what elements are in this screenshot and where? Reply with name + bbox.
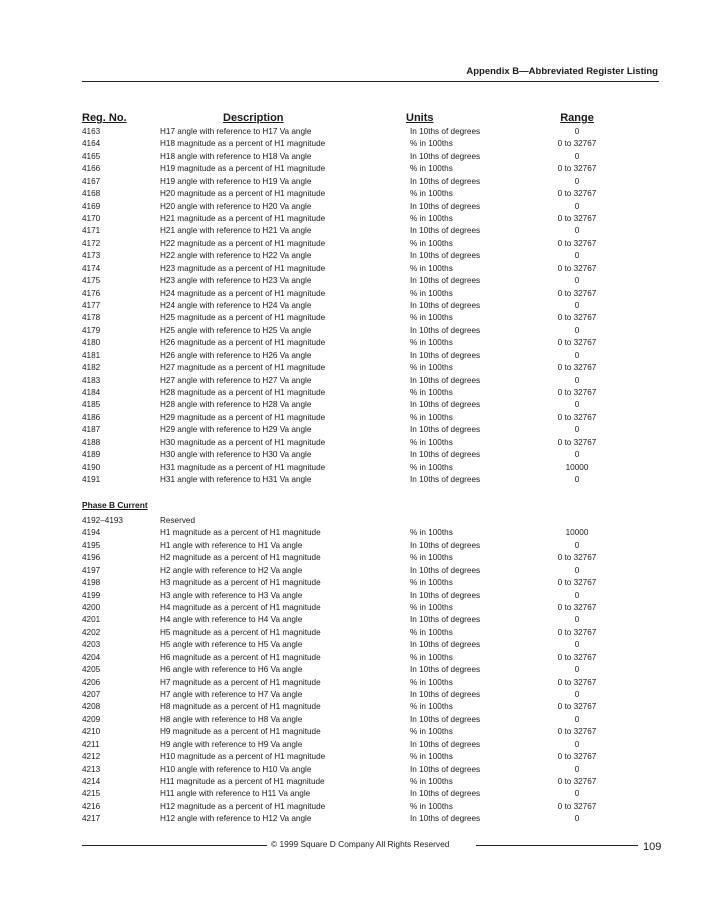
cell-range: 0 to 32767 [557, 553, 597, 563]
cell-range: 0 to 32767 [557, 288, 597, 298]
cell-range: 0 to 32767 [557, 627, 597, 637]
cell-units: In 10ths of degrees [410, 739, 481, 749]
cell-reg-no: 4204 [82, 652, 101, 662]
cell-units: In 10ths of degrees [410, 375, 481, 385]
cell-description: H27 angle with reference to H27 Va angle [160, 375, 312, 385]
cell-units: In 10ths of degrees [410, 565, 481, 575]
cell-description: H11 magnitude as a percent of H1 magnitude [160, 777, 325, 787]
cell-description: H12 angle with reference to H12 Va angle [160, 814, 312, 824]
cell-reg-no: 4212 [82, 752, 101, 762]
cell-description: H22 magnitude as a percent of H1 magnitude [160, 238, 326, 248]
cell-reg-no: 4207 [82, 690, 101, 700]
table-row [82, 312, 659, 324]
cell-description: H12 magnitude as a percent of H1 magnitude [160, 801, 326, 811]
cell-reg-no: 4195 [82, 540, 101, 550]
cell-range: 0 [574, 789, 580, 799]
cell-units: % in 100ths [410, 578, 453, 588]
table-row [82, 664, 659, 676]
cell-description: H20 angle with reference to H20 Va angle [160, 201, 312, 211]
cell-reg-no: 4166 [82, 164, 101, 174]
cell-reg-no: 4206 [82, 677, 101, 687]
cell-units: % in 100ths [410, 313, 453, 323]
footer-rule-left [82, 845, 267, 846]
table-row [82, 602, 659, 614]
table-row [82, 225, 659, 237]
table-row [82, 138, 659, 150]
cell-reg-no: 4182 [82, 363, 101, 373]
cell-range: 0 to 32767 [557, 363, 597, 373]
cell-description: H28 magnitude as a percent of H1 magnitude [160, 388, 326, 398]
cell-description: H29 magnitude as a percent of H1 magnitude [160, 412, 326, 422]
cell-units: % in 100ths [410, 189, 453, 199]
cell-units: % in 100ths [410, 727, 453, 737]
cell-description: H9 magnitude as a percent of H1 magnitude [160, 727, 321, 737]
cell-range: 0 to 32767 [557, 164, 597, 174]
table-row [82, 639, 659, 651]
cell-units: % in 100ths [410, 288, 453, 298]
cell-range: 0 [574, 764, 580, 774]
cell-description: H7 magnitude as a percent of H1 magnitude [160, 677, 321, 687]
cell-range: 0 [574, 226, 580, 236]
cell-description: H31 magnitude as a percent of H1 magnitude [160, 462, 326, 472]
cell-units: In 10ths of degrees [410, 325, 481, 335]
cell-reg-no: 4202 [82, 627, 101, 637]
page-number: 109 [643, 841, 662, 853]
table-row [82, 677, 659, 689]
table-row [82, 801, 659, 813]
cell-range: 0 [574, 425, 580, 435]
cell-description: H4 magnitude as a percent of H1 magnitude [160, 603, 321, 612]
cell-reg-no: 4170 [82, 214, 101, 223]
cell-reg-no: 4192–4193 [82, 516, 123, 525]
table-row [82, 275, 659, 287]
cell-range: 0 [574, 640, 580, 650]
cell-range: 0 to 32767 [557, 752, 597, 762]
footer-copyright: © 1999 Square D Company All Rights Reserved [271, 839, 450, 849]
cell-reg-no: 4201 [82, 615, 101, 625]
cell-units: % in 100ths [410, 752, 453, 762]
cell-units: In 10ths of degrees [410, 251, 481, 261]
cell-reg-no: 4215 [82, 789, 101, 799]
table-row [82, 726, 659, 738]
table-row [82, 590, 659, 602]
table-row [82, 577, 659, 589]
cell-units: In 10ths of degrees [410, 590, 481, 600]
cell-range: 10000 [565, 528, 589, 538]
table-row [82, 751, 659, 763]
footer-rule-right [476, 845, 638, 846]
table-row [82, 163, 659, 175]
cell-description: H5 angle with reference to H5 Va angle [160, 640, 303, 650]
cell-range: 0 [574, 201, 580, 211]
cell-description: H21 magnitude as a percent of H1 magnitude [160, 214, 326, 223]
cell-range: 0 [574, 690, 580, 700]
table-row [82, 399, 659, 411]
table-row [82, 788, 659, 800]
column-headers: Reg. No. Description Units Range [82, 112, 594, 124]
cell-description: Reserved [160, 516, 196, 525]
cell-range: 0 [574, 615, 580, 625]
cell-units: % in 100ths [410, 412, 453, 422]
table-row [82, 776, 659, 788]
cell-units: % in 100ths [410, 801, 453, 811]
cell-units: In 10ths of degrees [410, 127, 481, 136]
cell-range: 0 to 32767 [557, 603, 597, 612]
cell-units: In 10ths of degrees [410, 615, 481, 625]
cell-units: In 10ths of degrees [410, 665, 481, 675]
cell-range: 0 to 32767 [557, 727, 597, 737]
cell-description: H26 angle with reference to H26 Va angle [160, 350, 312, 360]
cell-units: In 10ths of degrees [410, 714, 481, 724]
cell-units: % in 100ths [410, 603, 453, 612]
cell-units: In 10ths of degrees [410, 425, 481, 435]
cell-units: % in 100ths [410, 338, 453, 348]
table-row [82, 739, 659, 751]
table-row [82, 714, 659, 726]
cell-units: In 10ths of degrees [410, 814, 481, 824]
cell-units: % in 100ths [410, 677, 453, 687]
table-row [82, 213, 659, 225]
cell-reg-no: 4180 [82, 338, 101, 348]
cell-range: 0 to 32767 [557, 677, 597, 687]
table-row [82, 540, 659, 552]
cell-range: 0 [574, 127, 580, 136]
table-row [82, 350, 659, 362]
cell-description: H23 magnitude as a percent of H1 magnitude [160, 263, 326, 273]
cell-reg-no: 4169 [82, 201, 101, 211]
cell-range: 0 to 32767 [557, 214, 597, 223]
table-row [82, 813, 659, 825]
cell-units: In 10ths of degrees [410, 301, 481, 311]
table-row [82, 126, 659, 138]
cell-range: 0 to 32767 [557, 139, 597, 149]
cell-units: In 10ths of degrees [410, 764, 481, 774]
section-title-phase-b-current: Phase B Current [82, 500, 148, 510]
table-row [82, 689, 659, 701]
table-row [82, 565, 659, 577]
cell-reg-no: 4187 [82, 425, 101, 435]
cell-description: H19 magnitude as a percent of H1 magnitude [160, 164, 326, 174]
cell-reg-no: 4165 [82, 151, 101, 161]
cell-description: H4 angle with reference to H4 Va angle [160, 615, 303, 625]
table-row [82, 627, 659, 639]
cell-range: 0 [574, 475, 580, 485]
cell-range: 0 [574, 739, 580, 749]
table-row [82, 375, 659, 387]
cell-range: 0 to 32767 [557, 412, 597, 422]
cell-reg-no: 4179 [82, 325, 101, 335]
column-header-units: Units [406, 112, 434, 124]
cell-reg-no: 4200 [82, 603, 101, 612]
table-row [82, 701, 659, 713]
cell-range: 0 [574, 301, 580, 311]
cell-units: % in 100ths [410, 139, 453, 149]
cell-range: 0 to 32767 [557, 338, 597, 348]
cell-reg-no: 4194 [82, 528, 101, 538]
cell-description: H30 angle with reference to H30 Va angle [160, 450, 312, 460]
cell-reg-no: 4177 [82, 301, 101, 311]
cell-description: H8 angle with reference to H8 Va angle [160, 714, 303, 724]
cell-description: H24 magnitude as a percent of H1 magnitude [160, 288, 326, 298]
cell-description: H29 angle with reference to H29 Va angle [160, 425, 312, 435]
cell-reg-no: 4164 [82, 139, 101, 149]
cell-description: H6 magnitude as a percent of H1 magnitude [160, 652, 321, 662]
cell-units: In 10ths of degrees [410, 540, 481, 550]
cell-range: 0 to 32767 [557, 388, 597, 398]
cell-range: 10000 [565, 462, 589, 472]
cell-description: H3 angle with reference to H3 Va angle [160, 590, 303, 600]
table-row [82, 515, 659, 527]
cell-description: H2 angle with reference to H2 Va angle [160, 565, 303, 575]
cell-description: H22 angle with reference to H22 Va angle [160, 251, 312, 261]
cell-reg-no: 4188 [82, 437, 101, 447]
cell-description: H1 magnitude as a percent of H1 magnitude [160, 528, 321, 538]
cell-units: In 10ths of degrees [410, 151, 481, 161]
cell-description: H11 angle with reference to H11 Va angle [160, 789, 311, 799]
cell-reg-no: 4196 [82, 553, 101, 563]
cell-reg-no: 4181 [82, 350, 101, 360]
cell-range: 0 to 32767 [557, 578, 597, 588]
cell-reg-no: 4168 [82, 189, 101, 199]
cell-reg-no: 4199 [82, 590, 101, 600]
cell-reg-no: 4191 [82, 475, 101, 485]
cell-units: In 10ths of degrees [410, 276, 481, 286]
table-row [82, 462, 659, 474]
table-row [82, 614, 659, 626]
column-header-description: Description [223, 112, 284, 124]
table-row [82, 449, 659, 461]
cell-reg-no: 4178 [82, 313, 101, 323]
cell-units: In 10ths of degrees [410, 176, 481, 186]
cell-reg-no: 4167 [82, 176, 101, 186]
cell-reg-no: 4163 [82, 127, 101, 136]
cell-range: 0 [574, 251, 580, 261]
column-header-reg-no: Reg. No. [82, 112, 127, 124]
cell-units: % in 100ths [410, 777, 453, 787]
cell-reg-no: 4197 [82, 565, 101, 575]
cell-units: In 10ths of degrees [410, 640, 481, 650]
cell-units: % in 100ths [410, 164, 453, 174]
cell-reg-no: 4184 [82, 388, 101, 398]
cell-description: H23 angle with reference to H23 Va angle [160, 276, 312, 286]
cell-units: In 10ths of degrees [410, 226, 481, 236]
cell-reg-no: 4174 [82, 263, 101, 273]
cell-units: In 10ths of degrees [410, 400, 481, 410]
cell-description: H18 angle with reference to H18 Va angle [160, 151, 312, 161]
table-row [82, 176, 659, 188]
table-row [82, 238, 659, 250]
cell-reg-no: 4203 [82, 640, 101, 650]
cell-units: % in 100ths [410, 214, 453, 223]
cell-range: 0 [574, 565, 580, 575]
table-row [82, 151, 659, 163]
cell-units: In 10ths of degrees [410, 450, 481, 460]
table-row [82, 552, 659, 564]
cell-description: H31 angle with reference to H31 Va angle [160, 475, 312, 485]
cell-reg-no: 4175 [82, 276, 101, 286]
cell-description: H17 angle with reference to H17 Va angle [160, 127, 312, 136]
cell-range: 0 [574, 814, 580, 824]
cell-units: % in 100ths [410, 238, 453, 248]
cell-range: 0 [574, 540, 580, 550]
cell-range: 0 to 32767 [557, 801, 597, 811]
cell-range: 0 to 32767 [557, 652, 597, 662]
cell-reg-no: 4186 [82, 412, 101, 422]
cell-range: 0 to 32767 [557, 313, 597, 323]
cell-range: 0 to 32767 [557, 263, 597, 273]
cell-reg-no: 4208 [82, 702, 101, 712]
cell-reg-no: 4214 [82, 777, 101, 787]
cell-description: H30 magnitude as a percent of H1 magnitude [160, 437, 326, 447]
cell-reg-no: 4198 [82, 578, 101, 588]
header-rule [82, 81, 659, 82]
cell-range: 0 [574, 714, 580, 724]
table-row [82, 300, 659, 312]
table-row [82, 362, 659, 374]
cell-description: H18 magnitude as a percent of H1 magnitude [160, 139, 326, 149]
cell-description: H1 angle with reference to H1 Va angle [160, 540, 303, 550]
cell-description: H10 angle with reference to H10 Va angle [160, 764, 312, 774]
cell-reg-no: 4210 [82, 727, 101, 737]
table-row [82, 474, 659, 486]
table-row [82, 424, 659, 436]
page-header-title: Appendix B—Abbreviated Register Listing [466, 66, 658, 77]
cell-description: H25 angle with reference to H25 Va angle [160, 325, 312, 335]
cell-reg-no: 4189 [82, 450, 101, 460]
cell-units: In 10ths of degrees [410, 690, 481, 700]
cell-reg-no: 4176 [82, 288, 101, 298]
cell-reg-no: 4205 [82, 665, 101, 675]
cell-units: % in 100ths [410, 263, 453, 273]
cell-description: H28 angle with reference to H28 Va angle [160, 400, 312, 410]
cell-description: H24 angle with reference to H24 Va angle [160, 301, 312, 311]
cell-units: % in 100ths [410, 363, 453, 373]
table-row [82, 652, 659, 664]
table-row [82, 764, 659, 776]
cell-description: H25 magnitude as a percent of H1 magnitude [160, 313, 326, 323]
cell-reg-no: 4172 [82, 238, 101, 248]
cell-range: 0 [574, 450, 580, 460]
cell-reg-no: 4183 [82, 375, 101, 385]
cell-description: H19 angle with reference to H19 Va angle [160, 176, 312, 186]
table-row [82, 325, 659, 337]
cell-units: % in 100ths [410, 462, 453, 472]
table-row [82, 263, 659, 275]
table-row [82, 188, 659, 200]
cell-range: 0 to 32767 [557, 238, 597, 248]
cell-reg-no: 4173 [82, 251, 101, 261]
cell-range: 0 [574, 151, 580, 161]
cell-description: H6 angle with reference to H6 Va angle [160, 665, 303, 675]
table-row [82, 337, 659, 349]
table-row [82, 288, 659, 300]
cell-description: H8 magnitude as a percent of H1 magnitude [160, 702, 321, 712]
cell-units: % in 100ths [410, 388, 453, 398]
cell-reg-no: 4216 [82, 801, 101, 811]
cell-units: In 10ths of degrees [410, 201, 481, 211]
cell-range: 0 to 32767 [557, 702, 597, 712]
cell-reg-no: 4190 [82, 462, 101, 472]
cell-description: H26 magnitude as a percent of H1 magnitude [160, 338, 326, 348]
cell-range: 0 to 32767 [557, 437, 597, 447]
cell-units: % in 100ths [410, 627, 453, 637]
cell-description: H10 magnitude as a percent of H1 magnitude [160, 752, 326, 762]
cell-reg-no: 4211 [82, 739, 100, 749]
cell-range: 0 to 32767 [557, 777, 597, 787]
cell-range: 0 [574, 400, 580, 410]
cell-units: In 10ths of degrees [410, 475, 481, 485]
cell-description: H20 magnitude as a percent of H1 magnitude [160, 189, 326, 199]
cell-range: 0 [574, 350, 580, 360]
cell-units: % in 100ths [410, 702, 453, 712]
cell-units: % in 100ths [410, 437, 453, 447]
cell-description: H2 magnitude as a percent of H1 magnitude [160, 553, 321, 563]
cell-description: H9 angle with reference to H9 Va angle [160, 739, 303, 749]
cell-reg-no: 4217 [82, 814, 101, 824]
cell-description: H27 magnitude as a percent of H1 magnitude [160, 363, 326, 373]
cell-range: 0 [574, 325, 580, 335]
cell-units: % in 100ths [410, 652, 453, 662]
cell-units: % in 100ths [410, 528, 453, 538]
table-row [82, 437, 659, 449]
table-row [82, 387, 659, 399]
cell-reg-no: 4209 [82, 714, 101, 724]
cell-units: % in 100ths [410, 553, 453, 563]
cell-range: 0 [574, 176, 580, 186]
cell-range: 0 [574, 590, 580, 600]
cell-range: 0 [574, 665, 580, 675]
table-row [82, 412, 659, 424]
cell-description: H7 angle with reference to H7 Va angle [160, 690, 303, 700]
cell-units: In 10ths of degrees [410, 789, 481, 799]
cell-reg-no: 4213 [82, 764, 101, 774]
table-row [82, 201, 659, 213]
table-row [82, 527, 659, 539]
cell-reg-no: 4171 [82, 226, 101, 236]
cell-description: H3 magnitude as a percent of H1 magnitude [160, 578, 321, 588]
table-row [82, 250, 659, 262]
cell-reg-no: 4185 [82, 400, 101, 410]
cell-range: 0 to 32767 [557, 189, 597, 199]
cell-description: H5 magnitude as a percent of H1 magnitude [160, 627, 321, 637]
cell-range: 0 [574, 375, 580, 385]
cell-description: H21 angle with reference to H21 Va angle [160, 226, 312, 236]
cell-units: In 10ths of degrees [410, 350, 481, 360]
cell-range: 0 [574, 276, 580, 286]
